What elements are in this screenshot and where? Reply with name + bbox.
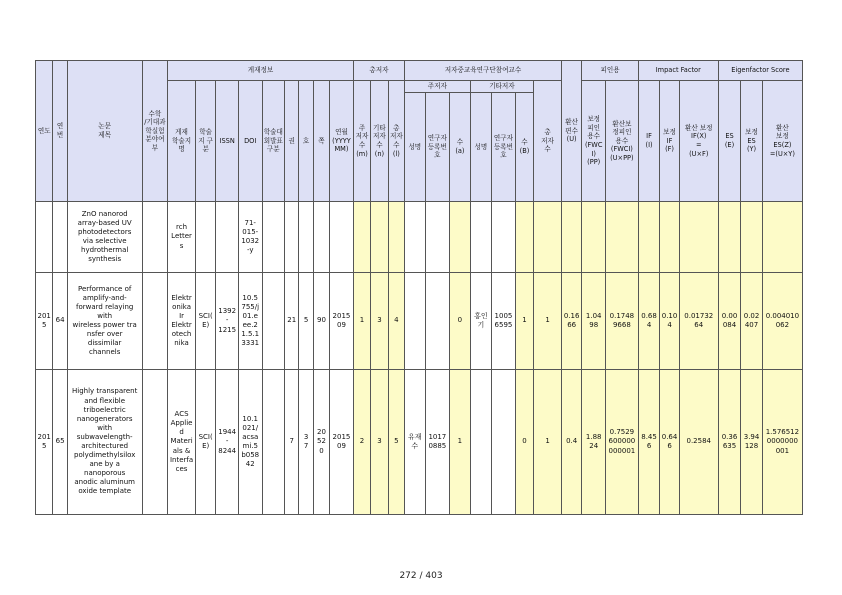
cell-reg1 xyxy=(425,273,450,370)
cell-yy xyxy=(741,202,763,273)
cell-u: 0.4 xyxy=(561,370,582,515)
cell-pp: 1.04 98 xyxy=(582,273,606,370)
header-reg2: 연구자 등록번 호 xyxy=(492,93,516,202)
cell-e: 0.36 635 xyxy=(718,370,741,515)
paper-table xyxy=(35,60,803,515)
header-name1: 성명 xyxy=(405,93,426,202)
header-if-adj: 보정 IF (F) xyxy=(660,81,679,202)
cell-field xyxy=(262,370,285,515)
cell-u xyxy=(561,202,582,273)
header-if: IF (I) xyxy=(638,81,660,202)
cell-l: 4 xyxy=(388,273,404,370)
page-number: 272 / 403 xyxy=(399,571,443,581)
table-row xyxy=(36,273,803,370)
header-doi: DOI xyxy=(238,81,262,202)
cell-class: SCI( E) xyxy=(195,370,216,515)
cell-page: 90 xyxy=(313,273,329,370)
cell-u: 0.16 66 xyxy=(561,273,582,370)
cell-m: 2 xyxy=(353,370,370,515)
cell-journal: ACS Applie d Materi als & Interfa ces xyxy=(168,370,196,515)
cell-f: 0.10 4 xyxy=(660,273,679,370)
header-no: 연번 xyxy=(53,61,67,202)
cell-yy: 0.02 407 xyxy=(741,273,763,370)
cell-i: 0.68 4 xyxy=(638,273,660,370)
cell-x: 0.2584 xyxy=(679,370,718,515)
header-main-author: 주 저자 수 (m) xyxy=(353,81,370,202)
cell-reg2: 1005 6595 xyxy=(492,273,516,370)
header-es-adj: 보정 ES (Y) xyxy=(741,81,763,202)
cell-pp xyxy=(582,202,606,273)
cell-reg2 xyxy=(492,202,516,273)
header-vol: 권 xyxy=(285,81,299,202)
cell-name1 xyxy=(405,202,426,273)
cell-n: 3 xyxy=(371,370,388,515)
cell-z: 0.004010 062 xyxy=(762,273,802,370)
cell-l: 5 xyxy=(388,370,404,515)
cell-title: ZnO nanorod array-based UV photodetectors via selective hydrothermal synthesis xyxy=(67,202,142,273)
cell-field xyxy=(262,202,285,273)
cell-reg2 xyxy=(492,370,516,515)
cell-issn: 1392 - 1215 xyxy=(216,273,239,370)
cell-upp: 0.7529 600000 000001 xyxy=(605,370,638,515)
header-count1: 수 (a) xyxy=(450,93,471,202)
cell-name2: 홍인 기 xyxy=(470,273,492,370)
cell-year: 201 5 xyxy=(36,273,53,370)
header-es-conv: 환산 보정 ES(Z) =(U×Y) xyxy=(762,81,802,202)
cell-n xyxy=(371,202,388,273)
header-count2: 수 (B) xyxy=(515,93,533,202)
cell-name1: 유재 수 xyxy=(405,370,426,515)
header-cite-group: 피인용 xyxy=(582,61,638,81)
cell-issue: 3 7 xyxy=(299,370,313,515)
cell-class: SCI( E) xyxy=(195,273,216,370)
table-row xyxy=(36,202,803,273)
cell-doi: 10.1 021/ acsa mi.5 b058 42 xyxy=(238,370,262,515)
cell-doi: 10.5 755/j 01.e ee.2 1.5.1 3331 xyxy=(238,273,262,370)
header-issn: ISSN xyxy=(216,81,239,202)
header-issue: 호 xyxy=(299,81,313,202)
cell-b: 1 xyxy=(515,273,533,370)
cell-upp xyxy=(605,202,638,273)
cell-journal: Elektr onika Ir Elektr otech nika xyxy=(168,273,196,370)
cell-n: 3 xyxy=(371,273,388,370)
cell-no: 64 xyxy=(53,273,67,370)
cell-title: Performance of amplify-and- forward relaying with wireless power tra nsfer over dissimilar channels xyxy=(67,273,142,370)
header-reg1: 연구자 등록번 호 xyxy=(425,93,450,202)
cell-z: 1.576512 0000000 001 xyxy=(762,370,802,515)
cell-date: 2015 09 xyxy=(330,370,354,515)
cell-name2 xyxy=(470,370,492,515)
cell-x: 0.01732 64 xyxy=(679,273,718,370)
cell-name2 xyxy=(470,202,492,273)
cell-m: 1 xyxy=(353,273,370,370)
header-other-sub: 기타저자 xyxy=(470,81,534,93)
cell-reg1 xyxy=(425,202,450,273)
cell-year xyxy=(36,202,53,273)
header-date: 연월 (YYYY MM) xyxy=(330,81,354,202)
header-name2: 성명 xyxy=(470,93,492,202)
cell-total: 1 xyxy=(534,273,562,370)
cell-date xyxy=(330,202,354,273)
header-class: 학술 지 구 분 xyxy=(195,81,216,202)
header-total-author: 총 저자 수 (l) xyxy=(388,81,404,202)
header-if-conv: 환산 보정 IF(X) = (U×F) xyxy=(679,81,718,202)
header-cite-conv: 환산보 정피인 용수 (FWCI) (U×PP) xyxy=(605,81,638,202)
cell-e xyxy=(718,202,741,273)
header-faculty-group: 저자중교육연구단참여교수 xyxy=(405,61,562,81)
header-if-group: Impact Factor xyxy=(638,61,718,81)
header-title: 논문 제목 xyxy=(67,61,142,202)
header-total-count: 총 저자 수 xyxy=(534,81,562,202)
cell-yy: 3.94 128 xyxy=(741,370,763,515)
header-other-author: 기타 저자 수 (n) xyxy=(371,81,388,202)
cell-x xyxy=(679,202,718,273)
header-cite-fwci: 보정 피인 용수 (FWC I) (PP) xyxy=(582,81,606,202)
cell-vol xyxy=(285,202,299,273)
cell-field xyxy=(262,273,285,370)
cell-vol: 7 xyxy=(285,370,299,515)
header-journal: 게재 학술지 명 xyxy=(168,81,196,202)
cell-total: 1 xyxy=(534,370,562,515)
cell-f xyxy=(660,202,679,273)
cell-b xyxy=(515,202,533,273)
cell-m xyxy=(353,202,370,273)
cell-issue xyxy=(299,202,313,273)
header-main-sub: 주저자 xyxy=(405,81,471,93)
cell-title: Highly transparent and flexible triboelectric nanogenerators with subwavelength- architectured polydimethylsilox ane by a nanoporous anodic aluminum oxide template xyxy=(67,370,142,515)
cell-i xyxy=(638,202,660,273)
cell-f: 0.64 6 xyxy=(660,370,679,515)
cell-dept xyxy=(142,370,168,515)
header-field: 학술대 회발표 구분 xyxy=(262,81,285,202)
header-year: 연도 xyxy=(36,61,53,202)
cell-date: 2015 09 xyxy=(330,273,354,370)
cell-journal: rch Letter s xyxy=(168,202,196,273)
cell-a: 0 xyxy=(450,273,471,370)
cell-issue: 5 xyxy=(299,273,313,370)
cell-reg1: 1017 0885 xyxy=(425,370,450,515)
cell-class xyxy=(195,202,216,273)
header-page: 쪽 xyxy=(313,81,329,202)
cell-a: 1 xyxy=(450,370,471,515)
cell-issn: 1944 - 8244 xyxy=(216,370,239,515)
cell-no xyxy=(53,202,67,273)
header-es-group: Eigenfactor Score xyxy=(718,61,802,81)
table-body xyxy=(36,202,803,515)
cell-doi: 71- 015- 1032 -y xyxy=(238,202,262,273)
cell-a xyxy=(450,202,471,273)
cell-total xyxy=(534,202,562,273)
cell-dept xyxy=(142,202,168,273)
cell-i: 8.45 6 xyxy=(638,370,660,515)
cell-z xyxy=(762,202,802,273)
header-author-group: 총저자 xyxy=(353,61,404,81)
cell-dept xyxy=(142,273,168,370)
header-pub-group: 게재정보 xyxy=(168,61,354,81)
table-row xyxy=(36,370,803,515)
cell-no: 65 xyxy=(53,370,67,515)
cell-page: 20 52 0 xyxy=(313,370,329,515)
cell-issn xyxy=(216,202,239,273)
header-dept: 수학 /기대과 학실험 분야여 부 xyxy=(142,61,168,202)
cell-l xyxy=(388,202,404,273)
cell-e: 0.00 084 xyxy=(718,273,741,370)
cell-page xyxy=(313,202,329,273)
cell-upp: 0.1748 9668 xyxy=(605,273,638,370)
header-conv: 환산 편수 (U) xyxy=(561,61,582,202)
header-es: ES (E) xyxy=(718,81,741,202)
cell-year: 201 5 xyxy=(36,370,53,515)
cell-b: 0 xyxy=(515,370,533,515)
cell-vol: 21 xyxy=(285,273,299,370)
cell-pp: 1.88 24 xyxy=(582,370,606,515)
cell-name1 xyxy=(405,273,426,370)
